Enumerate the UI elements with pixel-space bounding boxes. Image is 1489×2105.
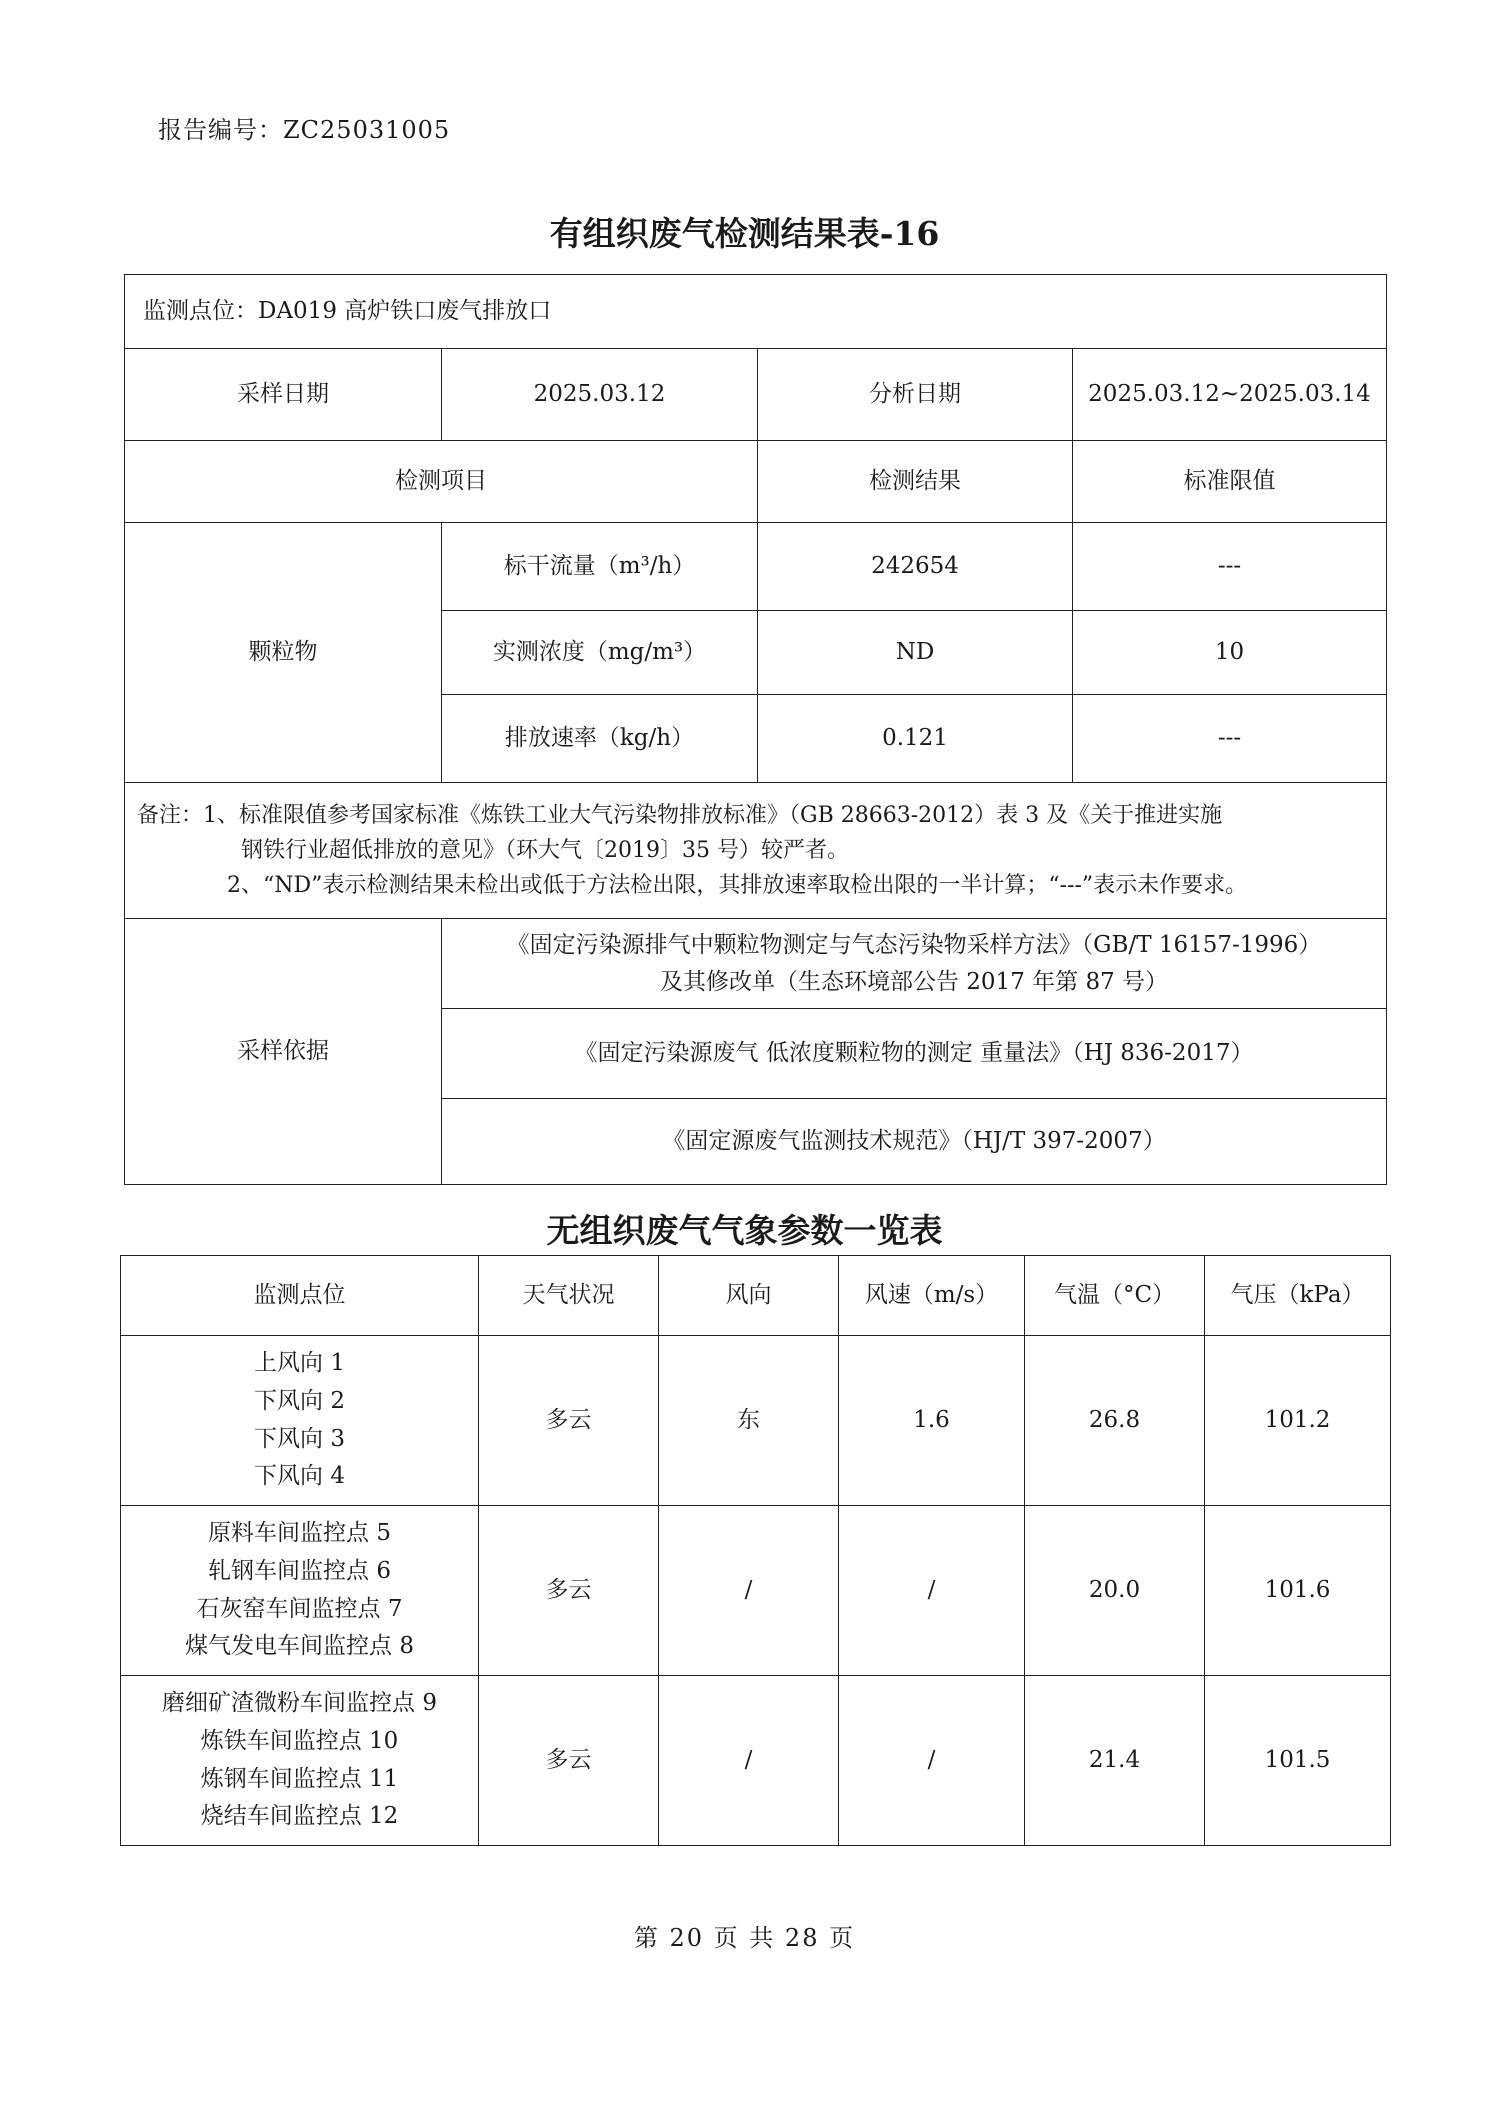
point-label: 煤气发电车间监控点 8 <box>185 1633 414 1660</box>
sample-date-label: 采样日期 <box>125 349 442 441</box>
table2-title: 无组织废气气象参数一览表 <box>546 1211 943 1250</box>
page-footer: 第 20 页 共 28 页 <box>633 1924 856 1952</box>
header-wind-direction: 风向 <box>659 1256 839 1336</box>
point-label: 石灰窑车间监控点 7 <box>196 1595 403 1622</box>
table-row <box>121 1676 1391 1846</box>
report-number: 报告编号：ZC25031005 <box>158 116 451 144</box>
sampling-basis-3: 《固定源废气监测技术规范》（HJ/T 397-2007） <box>442 1099 1387 1185</box>
table-row <box>121 1336 1391 1506</box>
header-item: 检测项目 <box>125 441 758 523</box>
point-label: 下风向 4 <box>254 1463 345 1490</box>
point-label: 轧钢车间监控点 6 <box>208 1557 391 1584</box>
monitoring-location: 监测点位：DA019 高炉铁口废气排放口 <box>125 275 1387 349</box>
notes <box>125 783 1387 919</box>
sampling-basis-label: 采样依据 <box>125 919 442 1185</box>
param-name: 实测浓度（mg/m³） <box>442 611 758 695</box>
param-name: 标干流量（m³/h） <box>442 523 758 611</box>
point-label: 炼钢车间监控点 11 <box>200 1765 399 1792</box>
header-pressure: 气压（kPa） <box>1205 1256 1391 1336</box>
temperature-cell: 20.0 <box>1025 1506 1205 1676</box>
weather-cell: 多云 <box>479 1676 659 1846</box>
monitoring-points <box>121 1676 479 1846</box>
weather-cell: 多云 <box>479 1336 659 1506</box>
analysis-date: 2025.03.12~2025.03.14 <box>1073 349 1387 441</box>
param-name: 排放速率（kg/h） <box>442 695 758 783</box>
note-2: 2、“ND”表示检测结果未检出或低于方法检出限，其排放速率取检出限的一半计算；“---”表示未作要求。 <box>227 873 1248 899</box>
wind-speed-cell: 1.6 <box>839 1336 1025 1506</box>
pressure-cell: 101.5 <box>1205 1676 1391 1846</box>
emission-results-table <box>124 274 1387 1185</box>
basis-1a: 《固定污染源排气中颗粒物测定与气态污染物采样方法》（GB/T 16157-1996） <box>506 931 1322 958</box>
basis-1b: 及其修改单（生态环境部公告 2017 年第 87 号） <box>659 968 1169 995</box>
table1-title: 有组织废气检测结果表-16 <box>549 214 940 253</box>
sampling-basis-2: 《固定污染源废气 低浓度颗粒物的测定 重量法》（HJ 836-2017） <box>442 1009 1387 1099</box>
pressure-cell: 101.6 <box>1205 1506 1391 1676</box>
monitoring-points <box>121 1506 479 1676</box>
table-row <box>125 523 1387 611</box>
point-label: 炼铁车间监控点 10 <box>200 1727 399 1754</box>
point-label: 磨细矿渣微粉车间监控点 9 <box>162 1689 437 1716</box>
temperature-cell: 26.8 <box>1025 1336 1205 1506</box>
point-label: 烧结车间监控点 12 <box>200 1803 399 1830</box>
sample-date: 2025.03.12 <box>442 349 758 441</box>
table-row <box>121 1506 1391 1676</box>
wind-direction-cell: / <box>659 1676 839 1846</box>
temperature-cell: 21.4 <box>1025 1676 1205 1846</box>
param-result: ND <box>758 611 1073 695</box>
note-1b: 钢铁行业超低排放的意见》（环大气〔2019〕35 号）较严者。 <box>241 837 849 863</box>
pressure-cell: 101.2 <box>1205 1336 1391 1506</box>
wind-direction-cell: / <box>659 1506 839 1676</box>
analysis-date-label: 分析日期 <box>758 349 1073 441</box>
param-limit: --- <box>1073 695 1387 783</box>
wind-speed-cell: / <box>839 1506 1025 1676</box>
pollutant-name: 颗粒物 <box>125 523 442 783</box>
header-limit: 标准限值 <box>1073 441 1387 523</box>
wind-speed-cell: / <box>839 1676 1025 1846</box>
point-label: 原料车间监控点 5 <box>208 1519 391 1546</box>
param-result: 242654 <box>758 523 1073 611</box>
param-limit: --- <box>1073 523 1387 611</box>
header-location: 监测点位 <box>121 1256 479 1336</box>
param-limit: 10 <box>1073 611 1387 695</box>
wind-direction-cell: 东 <box>659 1336 839 1506</box>
sampling-basis-1 <box>442 919 1387 1009</box>
header-result: 检测结果 <box>758 441 1073 523</box>
point-label: 下风向 3 <box>254 1425 345 1452</box>
header-wind-speed: 风速（m/s） <box>839 1256 1025 1336</box>
param-result: 0.121 <box>758 695 1073 783</box>
point-label: 下风向 2 <box>254 1387 345 1414</box>
point-label: 上风向 1 <box>254 1349 345 1376</box>
weather-cell: 多云 <box>479 1506 659 1676</box>
weather-params-table <box>120 1255 1391 1846</box>
header-temperature: 气温（°C） <box>1025 1256 1205 1336</box>
header-weather: 天气状况 <box>479 1256 659 1336</box>
monitoring-points <box>121 1336 479 1506</box>
note-1a: 备注：1、标准限值参考国家标准《炼铁工业大气污染物排放标准》（GB 28663-2012）表 3 及《关于推进实施 <box>137 802 1223 828</box>
